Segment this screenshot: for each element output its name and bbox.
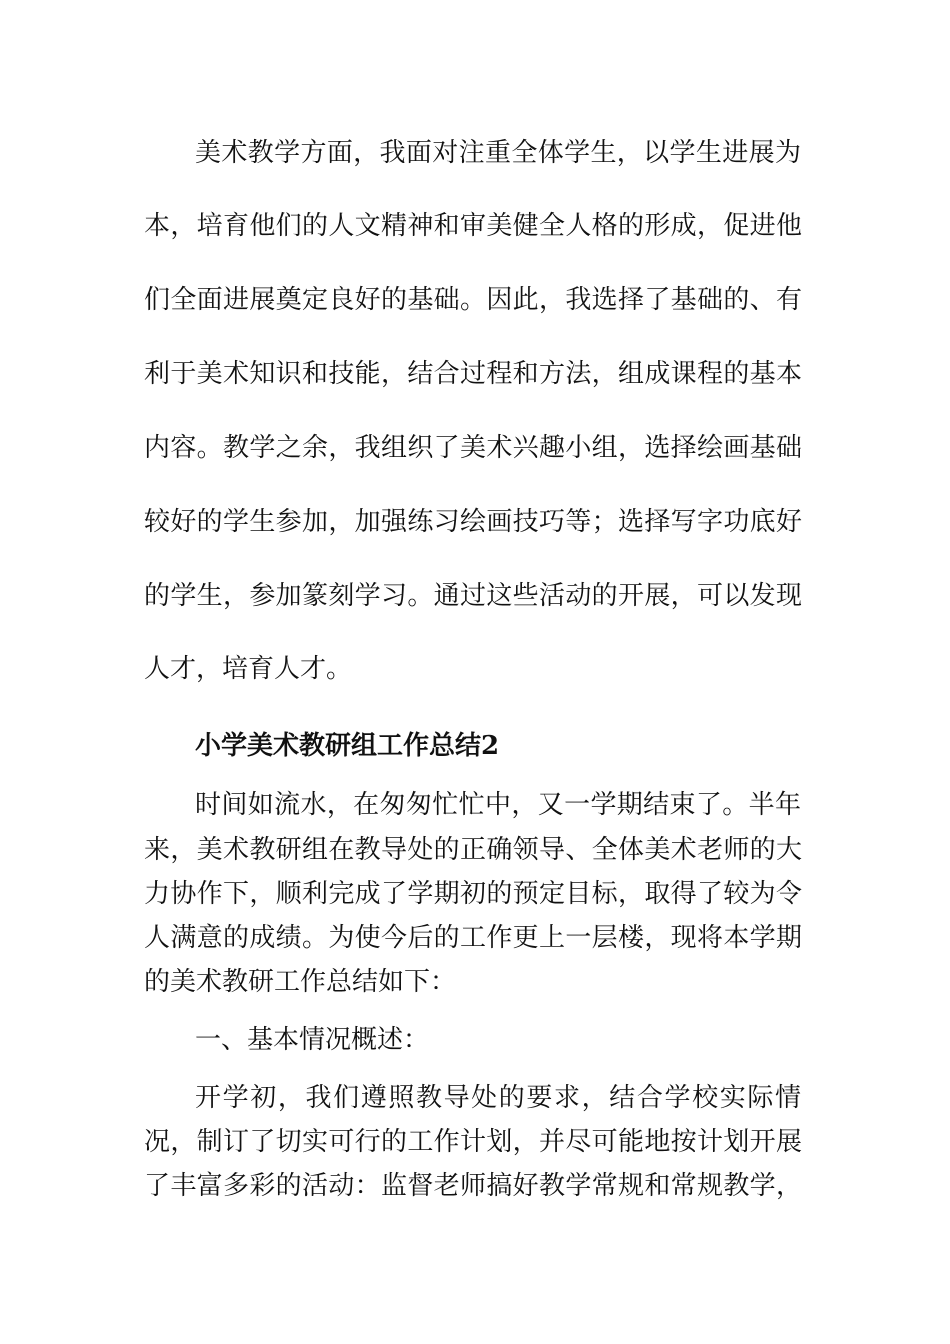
paragraph-1-line-6: 较好的学生参加，加强练习绘画技巧等；选择写字功底好 bbox=[144, 507, 802, 537]
paragraph-2-line-3: 力协作下，顺利完成了学期初的预定目标，取得了较为令 bbox=[144, 879, 802, 909]
paragraph-2-line-2: 来，美术教研组在教导处的正确领导、全体美术老师的大 bbox=[144, 835, 802, 865]
paragraph-1-line-3: 们全面进展奠定良好的基础。因此，我选择了基础的、有 bbox=[144, 285, 802, 315]
paragraph-2-line-1: 时间如流水，在匆匆忙忙中，又一学期结束了。半年 bbox=[195, 790, 801, 820]
paragraph-2-line-4: 人满意的成绩。为使今后的工作更上一层楼，现将本学期 bbox=[144, 923, 802, 953]
paragraph-3-line-2: 况，制订了切实可行的工作计划，并尽可能地按计划开展 bbox=[144, 1127, 802, 1157]
paragraph-1-line-7: 的学生，参加篆刻学习。通过这些活动的开展，可以发现 bbox=[144, 581, 802, 611]
paragraph-1-line-1: 美术教学方面，我面对注重全体学生，以学生进展为 bbox=[195, 138, 801, 168]
paragraph-1-line-4: 利于美术知识和技能，结合过程和方法，组成课程的基本 bbox=[144, 359, 802, 389]
paragraph-1-line-5: 内容。教学之余，我组织了美术兴趣小组，选择绘画基础 bbox=[144, 433, 802, 463]
section-title: 小学美术教研组工作总结2 bbox=[195, 731, 500, 761]
paragraph-2-line-5: 的美术教研工作总结如下： bbox=[144, 967, 457, 997]
subheading-basic-overview: 一、基本情况概述： bbox=[195, 1025, 430, 1055]
paragraph-3-line-3: 了丰富多彩的活动：监督老师搞好教学常规和常规教学， bbox=[144, 1171, 802, 1201]
paragraph-1-line-2: 本，培育他们的人文精神和审美健全人格的形成，促进他 bbox=[144, 211, 802, 241]
paragraph-3-line-1: 开学初，我们遵照教导处的要求，结合学校实际情 bbox=[195, 1083, 801, 1113]
paragraph-1-line-8: 人才，培育人才。 bbox=[144, 654, 353, 684]
